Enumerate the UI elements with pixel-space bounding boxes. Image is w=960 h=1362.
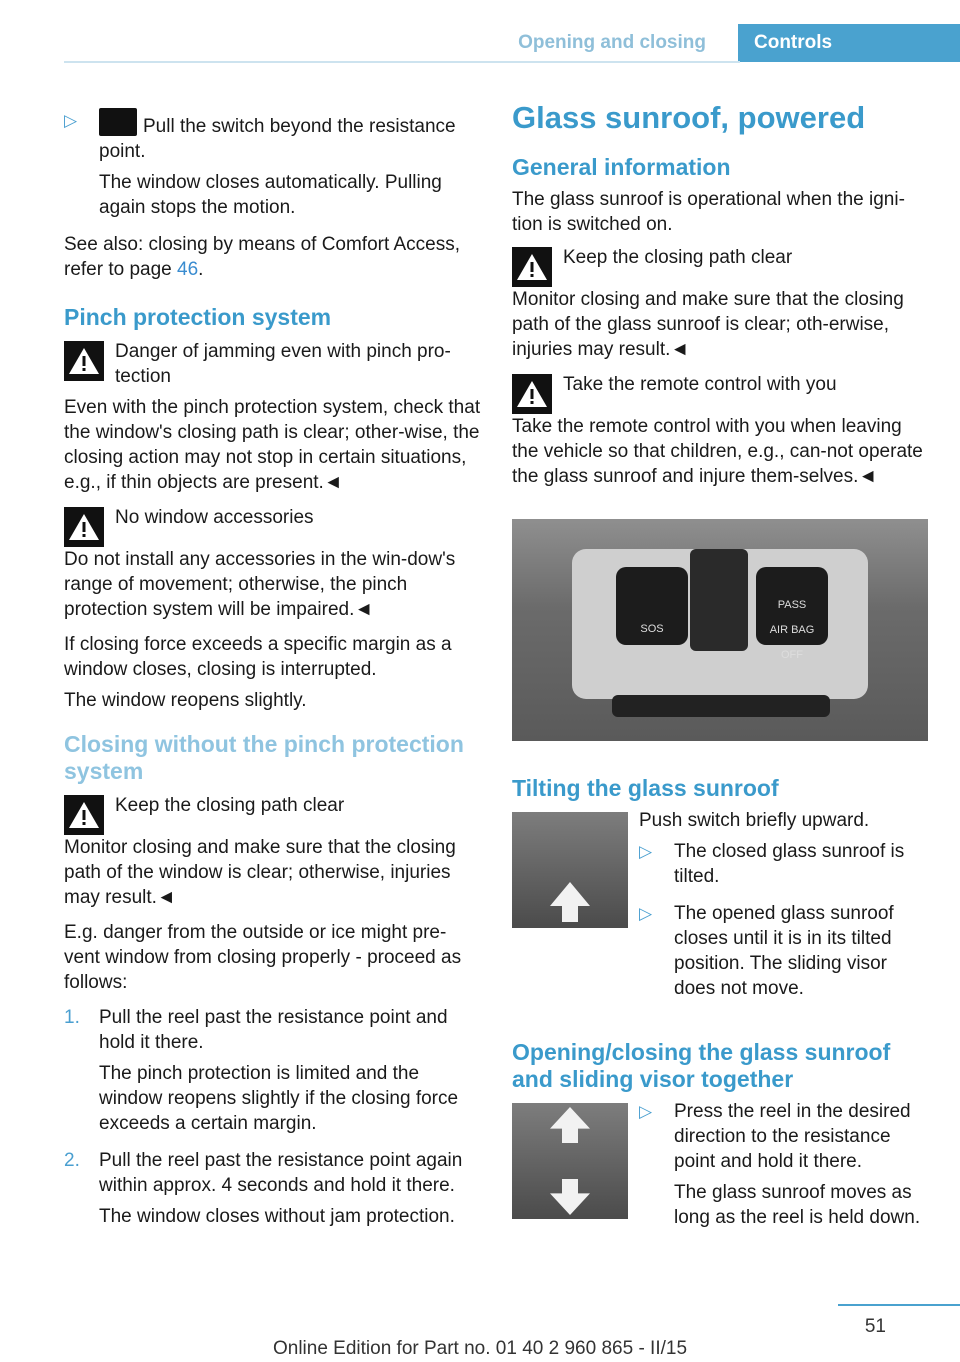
list-item xyxy=(64,108,482,226)
warning-body: Monitor closing and make sure that the closing path of the glass sunroof is clear; oth-erwise, injuries may result.◄ xyxy=(512,289,904,360)
warning-title: Take the remote control with you xyxy=(563,374,837,395)
warning-body: Take the remote control with you when leaving the vehicle so that children, e.g., can-not operate the glass sunroof and injure them-selves.◄ xyxy=(512,416,923,487)
warning-icon xyxy=(512,247,552,287)
arrow-up-icon xyxy=(550,882,590,922)
list-item xyxy=(64,1148,482,1235)
airbag-indicator-image: PASS AIR BAG OFF xyxy=(756,567,828,645)
right-column xyxy=(512,100,930,1252)
step-number: 2. xyxy=(64,1150,80,1171)
warning-icon xyxy=(512,374,552,414)
bullet-triangle-icon: ▷ xyxy=(639,904,653,923)
overhead-console-photo xyxy=(512,519,928,741)
tilting-block xyxy=(512,808,930,1013)
warning-icon xyxy=(64,795,104,835)
step-detail: The window closes without jam protection. xyxy=(99,1206,455,1227)
warning-body: Do not install any accessories in the win-dow's range of movement; otherwise, the pinch protection system will be impaired.◄ xyxy=(64,549,456,620)
section-heading: Opening/closing the glass sunroof and sliding visor together xyxy=(512,1039,891,1092)
warning-block xyxy=(64,793,482,910)
page-title: Glass sunroof, powered xyxy=(512,100,866,135)
window-switch-icon xyxy=(99,108,137,136)
paragraph: Push switch briefly upward. xyxy=(639,810,870,831)
section-heading: Tilting the glass sunroof xyxy=(512,775,779,801)
bullet-triangle-icon: ▷ xyxy=(639,1102,653,1121)
list-item: ▷ Press the reel in the desired direction to the resistance point and hold it there. The glass sunroof moves as long as the reel is held down. xyxy=(639,1099,930,1236)
warning-block xyxy=(512,372,930,489)
page-link[interactable]: 46 xyxy=(177,259,199,280)
bullet-detail: The window closes automatically. Pulling again stops the motion. xyxy=(99,172,442,218)
bullet-text: Pull the switch beyond the resistance point. xyxy=(99,116,456,162)
step-number: 1. xyxy=(64,1007,80,1028)
step-text: Pull the reel past the resistance point again within approx. 4 seconds and hold it there. xyxy=(99,1150,463,1196)
warning-icon xyxy=(64,341,104,381)
warning-block xyxy=(64,505,482,622)
paragraph: The window reopens slightly. xyxy=(64,690,307,711)
step-detail: The pinch protection is limited and the window reopens slightly if the closing force exceeds a certain margin. xyxy=(99,1063,459,1134)
list-item: ▷ The closed glass sunroof is tilted. xyxy=(639,839,930,895)
tilt-switch-thumbnail xyxy=(512,812,628,928)
paragraph: If closing force exceeds a specific margin as a window closes, closing is interrupted. xyxy=(64,634,452,680)
warning-icon xyxy=(64,507,104,547)
sos-button-image: SOS xyxy=(616,567,688,645)
section-heading: Pinch protection system xyxy=(64,304,332,330)
page-number: 51 xyxy=(864,1316,886,1337)
paragraph: The glass sunroof is operational when the igni-tion is switched on. xyxy=(512,189,905,235)
warning-block xyxy=(512,245,930,362)
left-column xyxy=(64,100,482,1241)
warning-title: No window accessories xyxy=(115,507,314,528)
list-item: ▷ The opened glass sunroof closes until it is in its tilted position. The sliding visor does not move. xyxy=(639,901,930,1007)
edition-footer: Online Edition for Part no. 01 40 2 960 865 - II/15 xyxy=(272,1338,688,1359)
warning-body: Monitor closing and make sure that the closing path of the window is clear; otherwise, injuries may result.◄ xyxy=(64,837,456,908)
reel-switch-thumbnail xyxy=(512,1103,628,1219)
page-header xyxy=(0,24,960,62)
sunroof-reel-image xyxy=(690,549,748,651)
footer-rule xyxy=(838,1304,960,1306)
warning-title: Danger of jamming even with pinch pro-tection xyxy=(115,341,451,387)
arrow-up-icon xyxy=(550,1107,590,1143)
paragraph: E.g. danger from the outside or ice might pre-vent window from closing properly - proceed as follows: xyxy=(64,922,462,993)
section-heading: General information xyxy=(512,154,731,180)
bullet-triangle-icon: ▷ xyxy=(639,842,653,861)
opening-block xyxy=(512,1099,930,1242)
warning-title: Keep the closing path clear xyxy=(115,795,345,816)
step-text: Pull the reel past the resistance point and hold it there. xyxy=(99,1007,448,1053)
see-also-text: See also: closing by means of Comfort Access, refer to page 46. xyxy=(64,234,461,280)
bullet-triangle-icon: ▷ xyxy=(64,111,78,130)
list-item xyxy=(64,1005,482,1142)
warning-body: Even with the pinch protection system, check that the window's closing path is clear; other-wise, the closing action may not stop in certain situations, e.g., if thin objects are present.◄ xyxy=(64,397,481,493)
chapter-tab: Controls xyxy=(738,24,960,62)
arrow-down-icon xyxy=(550,1179,590,1215)
section-tab: Opening and closing xyxy=(518,32,706,53)
warning-block xyxy=(64,339,482,495)
header-rule xyxy=(64,61,740,63)
warning-title: Keep the closing path clear xyxy=(563,247,793,268)
light-switch-strip-image xyxy=(612,695,830,717)
section-heading: Closing without the pinch protection system xyxy=(64,731,464,784)
